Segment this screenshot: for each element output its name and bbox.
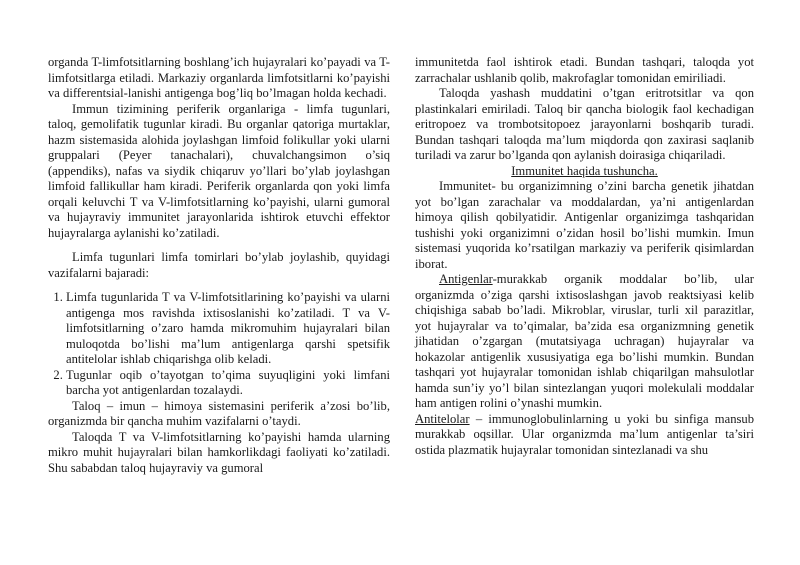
heading-text: Immunitet haqida tushuncha. <box>511 163 658 178</box>
paragraph-text: – immunoglobulinlarning u yoki bu sinfiga mansub murakkab oqsillar. Ular organizmda ma’lum antigenlar ta’siri ostida plazmatik hujayralar tomonidan sintezlanadi va shu <box>415 411 754 457</box>
paragraph <box>415 272 754 412</box>
term-antitelolar: Antitelolar <box>415 411 470 426</box>
paragraph: Immunitet- bu organizimning o’zini barcha genetik jihatdan yot bo’lgan zarachalar va moddalardan, ya’ni antigenlardan himoya qilish qobilyatidir. Antigenlar organizimga tashqaridan tushishi yoki organizimni o’zidan hosil bo’lishi mumkin. Imun sistemasi yuqorida ko’rsatilgan markaziy va periferik qisimlardan iborat. <box>415 179 754 271</box>
paragraph: organda T-limfotsitlarning boshlang’ich hujayralari ko’payadi va T-limfotsitlarga etiladi. Markaziy organlarda limfotsitlarni ko’payishi va differentsial-lanishi antigenga bog’liq bo’lmagan holda kechadi. <box>48 55 390 100</box>
paragraph-text: -murakkab organik moddalar bo’lib, ular organizmda o’ziga qarshi ixtisoslashgan javob reaktsiyasi kelib chiqishiga sabab bo’ladi. Mikroblar, viruslar, turli xil parazitlar, yot hujayralar va to’qimalar, ba’zida esa organizmning genetik jihatidan o’zgargan (mutatsiyaga uchragan) hujayralar va hokazolar antigenlik xususiyatiga ega bo’lishi mumkin. Bundan tashqari yot hujayralar tomonidan ishlab chiqarilgan mahsulotlar hamda sun’iy yo’l bilan sintezlangan yuqori molekulali moddalar ham antigen rolini o’ynashi mumkin. <box>415 272 754 410</box>
numbered-list <box>48 290 390 399</box>
list-item: 1. Limfa tugunlarida T va V-limfotsitlarining ko’payishi va ularni antigenga mos ravishda ixtisoslanishi ko’zatiladi. T va V-limfotsitlarning o’zaro hamda mikromuhim hujayralari bilan muloqotda bo’lishi ma’lum antigenlarga qarshi spetsifik antitelolar ishlab chiqarishga olib keladi. <box>66 290 390 368</box>
term-antigenlar: Antigenlar <box>439 272 493 286</box>
section-heading <box>415 164 754 180</box>
paragraph: Taloqda yashash muddatini o’tgan eritrotsitlar va qon plastinkalari emiriladi. Taloq bir qancha biologik faol kechadigan eritropoez va trombotsitopoez jarayonlarni boshqarib turadi. Bundan tashqari taloqda ma’lum miqdorda qon zaxirasi saqlanib turiladi va zarur bo’lganda qon aylanish doirasiga chiqariladi. <box>415 86 754 162</box>
paragraph: Limfa tugunlari limfa tomirlari bo’ylab joylashib, quyidagi vazifalarni bajaradi: <box>48 250 390 280</box>
paragraph: Immun tizimining periferik organlariga - limfa tugunlari, taloq, gemolifatik tugunlar kiradi. Bu organlar qatoriga murtaklar, hazm sistemasida alohida joylashgan limfoid folikullar yoki ularni gruppalari (Peyer tanachalari), chuvalchangsimon o’siq (appendiks), nafas va siydik chiqaruv yo’llari bo’ylab joylashgan limfoid fallikullar ham kiradi. Periferik organlarda qon yoki limfa orqali keluvchi T va V-limfotsitlarning ko’payishi, ularni gumoral va hujayraviy immunitet jarayonlarida ishtirok etuvchi effektor hujayralarga aylanishi ko’zatiladi. <box>48 101 390 240</box>
paragraph: Taloq – imun – himoya sistemasini periferik a’zosi bo’lib, organizmda bir qancha muhim vazifalarni o’taydi. <box>48 398 390 428</box>
list-item: 2. Tugunlar oqib o’tayotgan to’qima suyuqligini yoki limfani barcha yot antigenlardan tozalaydi. <box>66 368 390 399</box>
left-column <box>48 55 390 476</box>
right-column <box>415 55 754 458</box>
paragraph: Taloqda T va V-limfotsitlarning ko’payishi hamda ularning mikro muhit hujayralari bilan hamkorlikdagi faoliyati ko’zatiladi. Shu sababdan taloq hujayraviy va gumoral <box>48 429 390 475</box>
paragraph: immunitetda faol ishtirok etadi. Bundan tashqari, taloqda yot zarrachalar ushlanib qolib, makrofaglar tomonidan emiriliadi. <box>415 55 754 85</box>
paragraph <box>415 412 754 459</box>
